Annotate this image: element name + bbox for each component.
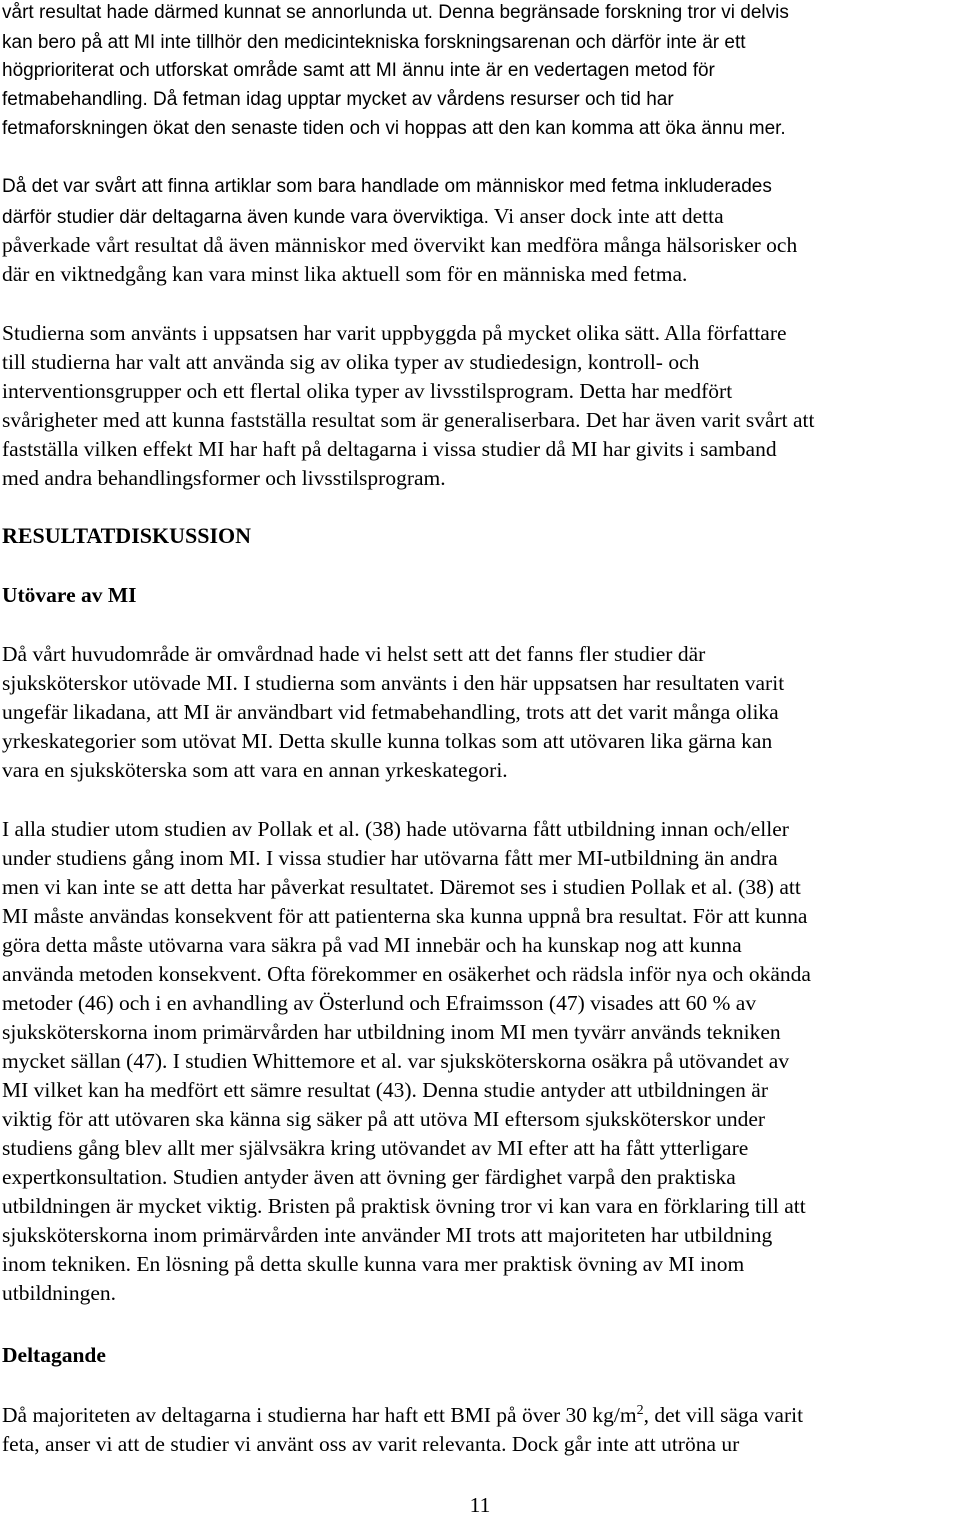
superscript-exponent: 2 [636, 1402, 644, 1418]
paragraph-6-line-1-text: Då majoriteten av deltagarna i studierna har haft ett BMI på över 30 kg/m [2, 1403, 637, 1427]
paragraph-3-line-4: svårigheter med att kunna fastställa resultat som är generaliserbara. Det har även varit svårt att [2, 408, 815, 432]
paragraph-2-line-2-sans: därför studier där deltagarna även kunde vara överviktiga. [2, 207, 489, 228]
paragraph-6-line-1-rest: , det vill säga varit [643, 1403, 804, 1427]
paragraph-2-line-2-serif: Vi anser dock inte att detta [488, 204, 724, 228]
paragraph-5-line-10: MI vilket kan ha medfört ett sämre resultat (43). Denna studie antyder att utbildningen är [2, 1078, 769, 1102]
paragraph-5-line-13: expertkonsultation. Studien antyder även att övning ger färdighet varpå den praktiska [2, 1165, 736, 1189]
paragraph-3-line-5: fastställa vilken effekt MI har haft på deltagarna i vissa studier då MI har givits i samband [2, 437, 777, 461]
paragraph-5-line-9: mycket sällan (47). I studien Whittemore et al. var sjuksköterskorna osäkra på utövandet av [2, 1049, 790, 1073]
paragraph-5-line-7: metoder (46) och i en avhandling av Österlund och Efraimsson (47) visades att 60 % av [2, 991, 757, 1015]
paragraph-5-line-12: studiens gång blev allt mer självsäkra kring utövandet av MI efter att ha fått ytterligare [2, 1136, 749, 1160]
paragraph-5-line-1: I alla studier utom studien av Pollak et al. (38) hade utövarna fått utbildning innan och/eller [2, 817, 789, 841]
paragraph-5-line-11: viktig för att utövaren ska känna sig säker på att utöva MI eftersom sjuksköterskor under [2, 1107, 766, 1131]
paragraph-3-line-2: till studierna har valt att använda sig av olika typer av studiedesign, kontroll- och [2, 350, 700, 374]
paragraph-4-line-4: yrkeskategorier som utövat MI. Detta skulle kunna tolkas som att utövaren lika gärna kan [2, 729, 773, 753]
paragraph-1-line-5: fetmaforskningen ökat den senaste tiden och vi hoppas att den kan komma att öka ännu mer. [2, 118, 786, 139]
paragraph-5-line-14: utbildningen är mycket viktig. Bristen på praktisk övning tror vi kan vara en förklaring till att [2, 1194, 806, 1218]
paragraph-5-line-15: sjuksköterskorna inom primärvården inte använder MI trots att majoriteten har utbildning [2, 1223, 773, 1247]
section-heading-resultatdiskussion: RESULTATDISKUSSION [2, 523, 252, 548]
subheading-utovare-av-mi: Utövare av MI [2, 583, 137, 607]
paragraph-5-line-16: inom tekniken. En lösning på detta skulle kunna vara mer praktisk övning av MI inom [2, 1252, 745, 1276]
paragraph-6-line-2: feta, anser vi att de studier vi använt oss av varit relevanta. Dock går inte att utröna ur [2, 1432, 740, 1456]
paragraph-2-line-1: Då det var svårt att finna artiklar som bara handlade om människor med fetma inkluderades [2, 176, 772, 197]
paragraph-4-line-2: sjuksköterskor utövade MI. I studierna som använts i den här uppsatsen har resultaten varit [2, 671, 785, 695]
paragraph-4-line-5: vara en sjuksköterska som att vara en annan yrkeskategori. [2, 758, 508, 782]
paragraph-3-line-3: interventionsgrupper och ett flertal olika typer av livsstilsprogram. Detta har medfört [2, 379, 733, 403]
paragraph-3-line-1: Studierna som använts i uppsatsen har varit uppbyggda på mycket olika sätt. Alla författare [2, 321, 787, 345]
subheading-deltagande: Deltagande [2, 1343, 106, 1367]
paragraph-5-line-2: under studiens gång inom MI. I vissa studier har utövarna fått mer MI-utbildning än andra [2, 846, 778, 870]
paragraph-3-line-6: med andra behandlingsformer och livsstilsprogram. [2, 466, 446, 490]
paragraph-1-line-2: kan bero på att MI inte tillhör den medicintekniska forskningsarenan och därför inte är ett [2, 32, 746, 53]
paragraph-5-line-4: MI måste användas konsekvent för att patienterna ska kunna uppnå bra resultat. För att kunna [2, 904, 808, 928]
paragraph-2-line-3: påverkade vårt resultat då även människor med övervikt kan medföra många hälsorisker och [2, 233, 798, 257]
paragraph-4-line-1: Då vårt huvudområde är omvårdnad hade vi helst sett att det fanns fler studier där [2, 642, 706, 666]
paragraph-5-line-8: sjuksköterskorna inom primärvården har utbildning inom MI men tyvärr används tekniken [2, 1020, 781, 1044]
paragraph-2-line-4: där en viktnedgång kan vara minst lika aktuell som för en människa med fetma. [2, 262, 688, 286]
paragraph-5-line-6: använda metoden konsekvent. Ofta förekommer en osäkerhet och rädsla inför nya och okända [2, 962, 811, 986]
paragraph-6-line-1 [2, 1402, 803, 1428]
paragraph-1-line-4: fetmabehandling. Då fetman idag upptar mycket av vårdens resurser och tid har [2, 89, 674, 110]
paragraph-5-line-17: utbildningen. [2, 1281, 117, 1305]
page-number: 11 [469, 1493, 491, 1517]
paragraph-5-line-3: men vi kan inte se att detta har påverkat resultatet. Däremot ses i studien Pollak et al. (38) att [2, 875, 801, 899]
paragraph-1-line-3: högprioriterat och utforskat område samt att MI ännu inte är en vedertagen metod för [2, 60, 715, 81]
paragraph-4-line-3: ungefär likadana, att MI är användbart vid fetmabehandling, trots att det varit många olika [2, 700, 779, 724]
paragraph-2-line-2 [2, 203, 724, 231]
paragraph-1-line-1: vårt resultat hade därmed kunnat se annorlunda ut. Denna begränsade forskning tror vi delvis [2, 2, 789, 23]
paragraph-5-line-5: göra detta måste utövarna vara säkra på vad MI innebär och ha kunskap nog att kunna [2, 933, 742, 957]
